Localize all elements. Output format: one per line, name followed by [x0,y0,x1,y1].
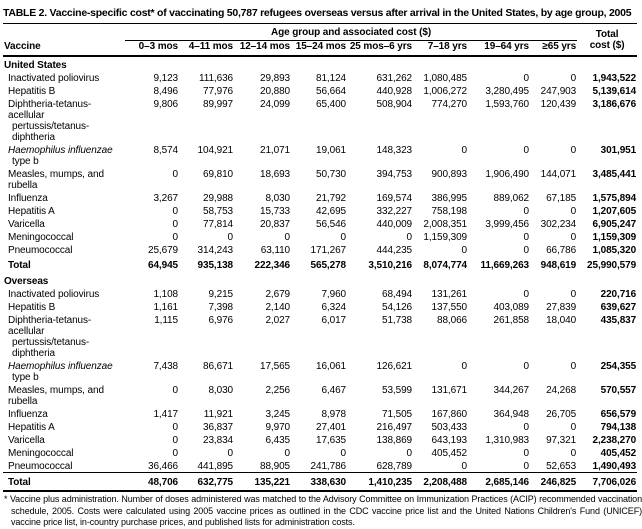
cost-value: 137,550 [431,302,467,313]
total-cost-value: 570,557 [600,385,637,396]
cost-value: 0 [172,219,178,230]
table-row [3,167,637,191]
total-row [3,256,637,273]
cost-value: 302,234 [540,219,577,230]
table-body [3,56,637,491]
vaccine-name [3,167,125,191]
cost-value: 643,193 [431,435,467,446]
cost-value: 440,009 [376,219,412,230]
vaccine-name-line1: Diphtheria-tetanus-acellular [8,99,92,121]
cost-value: 0 [172,169,178,180]
vaccine-name [3,300,125,313]
cost-value: 1,161 [153,302,178,313]
vaccine-name [3,204,125,217]
cost-value: 169,574 [376,193,412,204]
vaccine-name [3,383,125,407]
cost-value: 50,730 [316,169,346,180]
cost-value: 246,825 [530,473,577,492]
total-cost-value: 254,355 [600,361,637,372]
vaccine-name-line2: type b [12,156,39,167]
cost-value: 3,280,495 [485,86,529,97]
vaccine-name-line2: pertussis/tetanus-diphtheria [12,121,90,143]
vaccine-name [3,143,125,167]
cost-value: 58,753 [203,206,233,217]
table-row [3,459,637,473]
cost-value: 0 [523,448,529,459]
cost-value: 29,988 [203,193,233,204]
cost-value: 15,733 [260,206,290,217]
table-row [3,71,637,84]
cost-value: 0 [523,422,529,433]
cost-value: 51,738 [382,315,412,326]
cost-value: 11,921 [203,409,233,420]
cost-value: 0 [570,422,577,433]
vaccine-name [3,473,125,492]
cost-value: 6,017 [321,315,346,326]
vaccine-name-line2: type b [12,372,39,383]
cost-value: 27,839 [546,302,577,313]
spanner-row [3,25,637,41]
vaccine-name [3,256,125,273]
vaccine-name [3,407,125,420]
cost-value: 3,510,216 [368,260,412,271]
column-header-age-19-64: 19–64 yrs [468,41,530,57]
cost-value: 6,976 [208,315,233,326]
total-cost-value: 25,990,579 [587,260,637,271]
column-header-age-0-3: 0–3 mos [125,41,179,57]
vaccine-name [3,459,125,473]
cost-value: 0 [406,232,412,243]
cost-value: 1,006,272 [423,86,467,97]
cost-value: 20,837 [260,219,290,230]
vaccine-name-line1: Varicella [8,435,45,446]
cost-value: 1,108 [153,289,178,300]
vaccine-name-line1: Meningococcal [8,448,74,459]
total-cost-value: 1,575,894 [592,193,637,204]
cost-value: 403,089 [493,302,529,313]
cost-value: 148,323 [376,145,412,156]
cost-value: 0 [461,245,467,256]
cost-value: 65,400 [316,99,346,110]
total-cost-value: 1,490,493 [592,461,637,472]
cost-value: 21,071 [260,145,290,156]
column-header-age-4-11: 4–11 mos [179,41,234,57]
cost-value: 144,071 [540,169,577,180]
cost-value: 167,860 [431,409,467,420]
cost-value: 631,262 [376,73,412,84]
vaccine-name [3,71,125,84]
vaccine-name-line1: Total [8,260,31,271]
vaccine-name [3,230,125,243]
cost-value: 8,496 [153,86,178,97]
total-row [3,473,637,492]
table-row [3,84,637,97]
cost-value: 0 [461,145,467,156]
vaccine-name-line1: Pneumococcal [8,461,73,472]
cost-value: 8,030 [208,385,233,396]
cost-value: 405,452 [431,448,467,459]
cost-value: 948,619 [540,260,577,271]
cost-value: 7,960 [321,289,346,300]
cost-value: 0 [172,422,178,433]
total-cost-value: 2,238,270 [592,435,637,446]
cost-value: 52,653 [546,461,577,472]
cost-value: 3,999,456 [485,219,529,230]
cost-value: 111,636 [199,73,233,84]
vaccine-name [3,84,125,97]
total-cost-value: 1,085,320 [592,245,637,256]
cost-value: 67,185 [546,193,577,204]
cost-value: 36,466 [148,461,178,472]
vaccine-name [3,446,125,459]
table-row [3,359,637,383]
total-cost-value: 794,138 [600,422,637,433]
cost-value: 0 [227,448,233,459]
cost-value: 0 [461,361,467,372]
cost-value: 0 [523,361,529,372]
cost-value: 0 [284,232,290,243]
cost-value: 628,789 [376,461,412,472]
cost-value: 81,124 [316,73,346,84]
table-row [3,383,637,407]
column-header-total-cost [577,25,637,56]
age-group-spanner: Age group and associated cost ($) [125,25,577,41]
cost-value: 0 [284,448,290,459]
cost-value: 6,324 [321,302,346,313]
section-header-row [3,273,637,287]
cost-value: 0 [172,435,178,446]
column-header-age-65plus: ≥65 yrs [530,41,577,57]
cost-value: 1,906,490 [485,169,529,180]
cost-value: 8,074,774 [423,260,467,271]
column-header-age-12-14: 12–14 mos [234,41,291,57]
vaccine-name-line1: Influenza [8,193,48,204]
cost-value: 26,705 [546,409,577,420]
cost-value: 0 [406,448,412,459]
cost-value: 42,695 [316,206,346,217]
cost-value: 222,346 [254,260,290,271]
cost-value: 0 [570,289,577,300]
cost-value: 394,753 [376,169,412,180]
table-row [3,287,637,300]
cost-value: 88,905 [260,461,290,472]
cost-value: 508,904 [376,99,412,110]
cost-value: 77,976 [203,86,233,97]
table-row [3,420,637,433]
vaccine-name [3,433,125,446]
section-header-row [3,56,637,71]
cost-value: 2,256 [265,385,290,396]
cost-value: 0 [461,461,467,472]
vaccine-name-line1: Hepatitis A [8,206,55,217]
cost-value: 332,227 [376,206,412,217]
cost-value: 7,438 [153,361,178,372]
cost-value: 0 [172,206,178,217]
cost-value: 8,574 [153,145,178,156]
cost-value: 241,786 [310,461,346,472]
total-cost-value: 301,951 [600,145,637,156]
cost-value: 503,433 [431,422,467,433]
total-cost-value: 435,837 [600,315,637,326]
cost-value: 89,997 [203,99,233,110]
cost-value: 0 [570,206,577,217]
total-cost-value: 220,716 [600,289,637,300]
cost-value: 247,903 [540,86,577,97]
cost-value: 71,505 [382,409,412,420]
cost-value: 97,321 [546,435,577,446]
cost-value: 56,664 [316,86,346,97]
cost-value: 25,679 [148,245,178,256]
total-cost-value: 6,905,247 [592,219,637,230]
cost-value: 261,858 [493,315,529,326]
cost-value: 565,278 [310,260,346,271]
cost-value: 1,159,309 [423,232,467,243]
table-row [3,143,637,167]
cost-value: 19,061 [316,145,346,156]
column-header-age-15-24: 15–24 mos [291,41,347,57]
cost-value: 632,775 [179,473,234,492]
total-header-line1: Total [595,29,619,40]
cost-value: 9,806 [153,99,178,110]
total-cost-value: 7,706,026 [577,473,637,492]
cost-value: 774,270 [431,99,467,110]
cost-value: 7,398 [208,302,233,313]
cost-value: 6,435 [265,435,290,446]
cost-value: 1,115 [154,315,178,326]
vaccine-name-line1: Influenza [8,409,48,420]
cost-value: 120,439 [540,99,577,110]
cost-value: 0 [340,232,346,243]
cost-value: 758,198 [431,206,467,217]
cost-value: 54,126 [382,302,412,313]
cost-value: 935,138 [197,260,233,271]
cost-value: 0 [523,206,529,217]
cost-value: 1,410,235 [347,473,413,492]
cost-value: 216,497 [376,422,412,433]
cost-value: 0 [523,245,529,256]
vaccine-name [3,359,125,383]
cost-value: 0 [172,448,178,459]
cost-value: 0 [570,73,577,84]
table-row [3,313,637,359]
cost-value: 11,669,263 [480,260,529,271]
total-cost-value: 5,139,614 [592,86,637,97]
table-row [3,230,637,243]
cost-value: 126,621 [376,361,412,372]
vaccine-name-line1: Hepatitis A [8,422,55,433]
cost-value: 386,995 [431,193,467,204]
table-row [3,191,637,204]
cost-value: 0 [523,289,529,300]
cost-value: 2,685,146 [468,473,530,492]
cost-value: 2,140 [265,302,290,313]
column-header-age-7-18: 7–18 yrs [413,41,468,57]
cost-value: 1,080,485 [423,73,467,84]
cost-value: 6,467 [321,385,346,396]
section-header: United States [4,60,67,71]
cost-value: 66,786 [546,245,577,256]
total-cost-value: 3,186,676 [592,99,637,110]
cost-value: 1,310,983 [485,435,529,446]
cost-value: 24,268 [546,385,577,396]
vaccine-name-line2: pertussis/tetanus-diphtheria [12,337,90,359]
cost-value: 0 [570,448,577,459]
total-cost-value: 405,452 [600,448,637,459]
total-header-line2: cost ($) [589,40,625,51]
vaccine-name-line1: Haemophilus influenzae [8,145,113,156]
cost-value: 338,630 [291,473,347,492]
cost-value: 441,895 [197,461,233,472]
vaccine-name-line1: Total [8,477,31,488]
cost-value: 2,008,351 [423,219,467,230]
vaccine-name-line1: Pneumococcal [8,245,73,256]
vaccine-name-line1: Haemophilus influenzae [8,361,113,372]
table-row [3,433,637,446]
cost-value: 1,417 [153,409,178,420]
vaccine-name-line1: Measles, mumps, and rubella [8,169,104,191]
cost-value: 9,123 [153,73,178,84]
cost-value: 29,893 [260,73,290,84]
vaccine-name [3,313,125,359]
cost-value: 3,267 [153,193,178,204]
cost-value: 16,061 [316,361,346,372]
cost-value: 27,401 [316,422,346,433]
cost-value: 131,671 [431,385,467,396]
vaccine-name [3,97,125,143]
cost-value: 18,040 [546,315,577,326]
cost-value: 17,565 [260,361,290,372]
cost-value: 64,945 [148,260,178,271]
cost-value: 440,928 [376,86,412,97]
cost-value: 36,837 [203,422,233,433]
total-cost-value: 3,485,441 [592,169,637,180]
vaccine-name-line1: Inactivated poliovirus [8,73,100,84]
cost-value: 68,494 [382,289,412,300]
vaccine-name-line1: Hepatitis B [8,86,56,97]
cost-value: 17,635 [316,435,346,446]
cost-value: 900,893 [431,169,467,180]
table-row [3,446,637,459]
cost-value: 344,267 [493,385,529,396]
cost-value: 0 [570,232,577,243]
vaccine-name [3,191,125,204]
cost-value: 314,243 [197,245,233,256]
cost-value: 889,062 [493,193,529,204]
cost-value: 0 [172,232,178,243]
cost-value: 9,970 [265,422,290,433]
cost-value: 0 [523,461,529,472]
total-cost-value: 1,943,522 [592,73,637,84]
cost-value: 21,792 [316,193,346,204]
cost-value: 3,245 [265,409,290,420]
title-wrap [3,3,637,21]
title-rule [3,23,637,24]
cost-value: 0 [227,232,233,243]
cost-value: 8,978 [321,409,346,420]
vaccine-name-line1: Diphtheria-tetanus-acellular [8,315,92,337]
cost-value: 56,546 [316,219,346,230]
cost-value: 24,099 [260,99,290,110]
cost-value: 0 [570,145,577,156]
table-row [3,243,637,256]
vaccine-name [3,420,125,433]
vaccine-name-line1: Hepatitis B [8,302,56,313]
vaccine-name-line1: Inactivated poliovirus [8,289,100,300]
total-cost-value: 1,207,605 [592,206,637,217]
cost-value: 0 [523,73,529,84]
vaccine-name [3,217,125,230]
vaccine-name [3,287,125,300]
cost-value: 18,693 [260,169,290,180]
cost-value: 2,027 [265,315,290,326]
column-header-vaccine: Vaccine [3,25,125,56]
total-cost-value: 639,627 [600,302,637,313]
cost-value: 135,221 [234,473,291,492]
cost-value: 104,921 [197,145,233,156]
cost-value: 131,261 [431,289,467,300]
cost-value: 77,814 [203,219,233,230]
cost-value: 138,869 [376,435,412,446]
cost-value: 1,593,760 [485,99,529,110]
table-row [3,97,637,143]
cost-value: 9,215 [208,289,233,300]
table-row [3,407,637,420]
vaccine-name-line1: Varicella [8,219,45,230]
cost-value: 8,030 [265,193,290,204]
cost-value: 48,706 [125,473,179,492]
table-row [3,300,637,313]
total-cost-value: 1,159,309 [592,232,637,243]
table-row [3,217,637,230]
cost-value: 444,235 [376,245,412,256]
vaccine-cost-table [3,25,637,492]
table-row [3,204,637,217]
vaccine-name [3,243,125,256]
cost-value: 0 [570,361,577,372]
cost-value: 69,810 [203,169,233,180]
cost-value: 53,599 [382,385,412,396]
total-cost-value: 656,579 [600,409,637,420]
footnote: * Vaccine plus administration. Number of doses administered was matched to the Advisory Committee on Immunization Practices (ACIP) recommended vaccination schedule, 2005. Costs were calculated using 2005 vaccine prices as outlined in the CDC vaccine price list and the United Nations Children's Fund (UNICEF) vaccine price list, in-country purchase prices, and published lists for administration costs. [4,494,642,527]
cost-value: 2,679 [265,289,290,300]
cost-value: 63,110 [260,245,290,256]
cost-value: 0 [340,448,346,459]
cost-value: 23,834 [203,435,233,446]
cost-value: 0 [523,232,529,243]
cost-value: 2,208,488 [413,473,468,492]
cost-value: 0 [172,385,178,396]
cost-value: 171,267 [310,245,346,256]
section-header: Overseas [4,276,49,287]
cost-value: 0 [523,145,529,156]
column-header-age-25mos-6yrs: 25 mos–6 yrs [347,41,413,57]
cost-value: 86,671 [203,361,233,372]
cost-value: 88,066 [437,315,467,326]
vaccine-name-line1: Meningococcal [8,232,74,243]
vaccine-name-line1: Measles, mumps, and rubella [8,385,104,407]
cost-value: 20,880 [260,86,290,97]
table-title: TABLE 2. Vaccine-specific cost* of vaccinating 50,787 refugees overseas versus after arrival in the United States, by age group, 2005 [3,7,632,19]
cost-value: 364,948 [493,409,529,420]
